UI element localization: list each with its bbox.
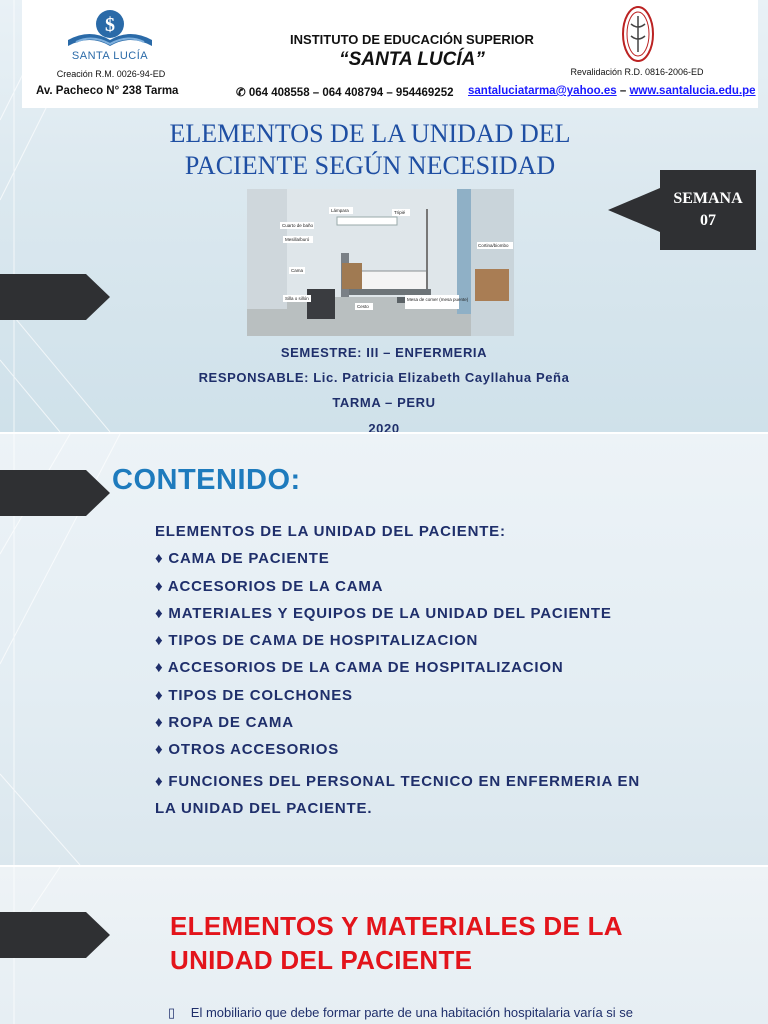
list-item: ♦ TIPOS DE CAMA DE HOSPITALIZACION — [155, 632, 479, 650]
contents-heading: CONTENIDO: — [112, 464, 301, 496]
side-tab-arrow — [0, 470, 110, 516]
cover-title-line1: ELEMENTOS DE LA UNIDAD DEL — [169, 119, 571, 148]
label-tripie: Tripié — [394, 210, 406, 215]
section-title-line1: ELEMENTOS Y MATERIALES DE LA — [170, 911, 623, 941]
svg-text:$: $ — [105, 14, 115, 36]
institute-name-line1: INSTITUTO DE EDUCACIÓN SUPERIOR — [290, 32, 534, 47]
link-separator: – — [619, 85, 627, 97]
list-item: ♦ ROPA DE CAMA — [155, 714, 294, 732]
section-title-line2: UNIDAD DEL PACIENTE — [170, 945, 473, 975]
side-tab-arrow — [0, 912, 110, 958]
label-lampara: Lámpara — [331, 208, 349, 213]
revalidacion-text: Revalidación R.D. 0816-2006-ED — [570, 67, 704, 77]
label-cesto: Cesto — [357, 304, 369, 309]
list-item: ♦ TIPOS DE COLCHONES — [155, 686, 353, 704]
week-number: 07 — [700, 212, 716, 229]
label-cuarto: Cuarto de baño — [282, 223, 314, 228]
contents-intro: ELEMENTOS DE LA UNIDAD DEL PACIENTE: — [155, 523, 506, 540]
phone-line — [236, 85, 454, 99]
label-mesilla: Mesilla/buró — [285, 237, 310, 242]
contents-list — [155, 518, 715, 822]
list-item: ♦ OTROS ACCESORIOS — [155, 741, 340, 759]
website-link[interactable]: www.santalucia.edu.pe — [629, 85, 756, 97]
paragraph-text: El mobiliario que debe formar parte de una habitación hospitalaria varía si se — [190, 1005, 634, 1020]
institute-name-line2: “SANTA LUCÍA” — [339, 49, 485, 70]
list-item: ♦ ACCESORIOS DE LA CAMA DE HOSPITALIZACION — [155, 659, 564, 677]
phone-numbers: 064 408558 – 064 408794 – 954469252 — [248, 87, 454, 99]
cover-title — [100, 118, 640, 182]
logo-name: SANTA LUCÍA — [71, 50, 149, 62]
list-item: ♦ MATERIALES Y EQUIPOS DE LA UNIDAD DEL PACIENTE — [155, 604, 612, 622]
bullet-icon: ▯ — [168, 1005, 176, 1020]
week-label: SEMANA — [673, 190, 743, 207]
semester-text: SEMESTRE: III – ENFERMERIA — [280, 345, 488, 360]
paragraph — [168, 1005, 633, 1021]
label-sillon: Silla o sillón — [285, 296, 309, 301]
cover-title-line2: PACIENTE SEGÚN NECESIDAD — [184, 151, 556, 180]
email-link[interactable]: santaluciatarma@yahoo.es — [468, 85, 617, 97]
label-mesa: Mesa de comer (mesa puente) — [407, 297, 469, 302]
responsible-text: RESPONSABLE: Lic. Patricia Elizabeth Cayllahua Peña — [198, 370, 570, 385]
institution-header — [22, 0, 758, 108]
slide-elements — [0, 867, 768, 1024]
week-badge — [660, 170, 756, 250]
list-item: ♦ ACCESORIOS DE LA CAMA — [155, 577, 384, 595]
address-text: Av. Pacheco N° 238 Tarma — [36, 85, 179, 97]
list-item-last — [155, 768, 715, 823]
section-title — [170, 909, 730, 977]
phone-icon: ✆ — [236, 87, 246, 99]
creacion-text: Creación R.M. 0026-94-ED — [56, 69, 166, 79]
list-item-last-line1: ♦ FUNCIONES DEL PERSONAL TECNICO EN ENFERMERIA EN — [155, 772, 640, 790]
year-text: 2020 — [368, 421, 400, 432]
contact-links — [468, 85, 756, 97]
hospital-room-illustration — [247, 189, 514, 336]
week-arrow — [608, 188, 660, 232]
label-cortinas: Cortina/biombo — [478, 243, 509, 248]
list-item-last-line2: LA UNIDAD DEL PACIENTE. — [155, 799, 373, 817]
side-tab-arrow — [0, 274, 110, 320]
list-item: ♦ CAMA DE PACIENTE — [155, 550, 330, 568]
slide-cover — [0, 0, 768, 432]
slide-contents — [0, 434, 768, 865]
institution-seal-icon — [622, 6, 654, 62]
label-cama: Cama — [291, 268, 304, 273]
location-text: TARMA – PERU — [332, 395, 436, 410]
